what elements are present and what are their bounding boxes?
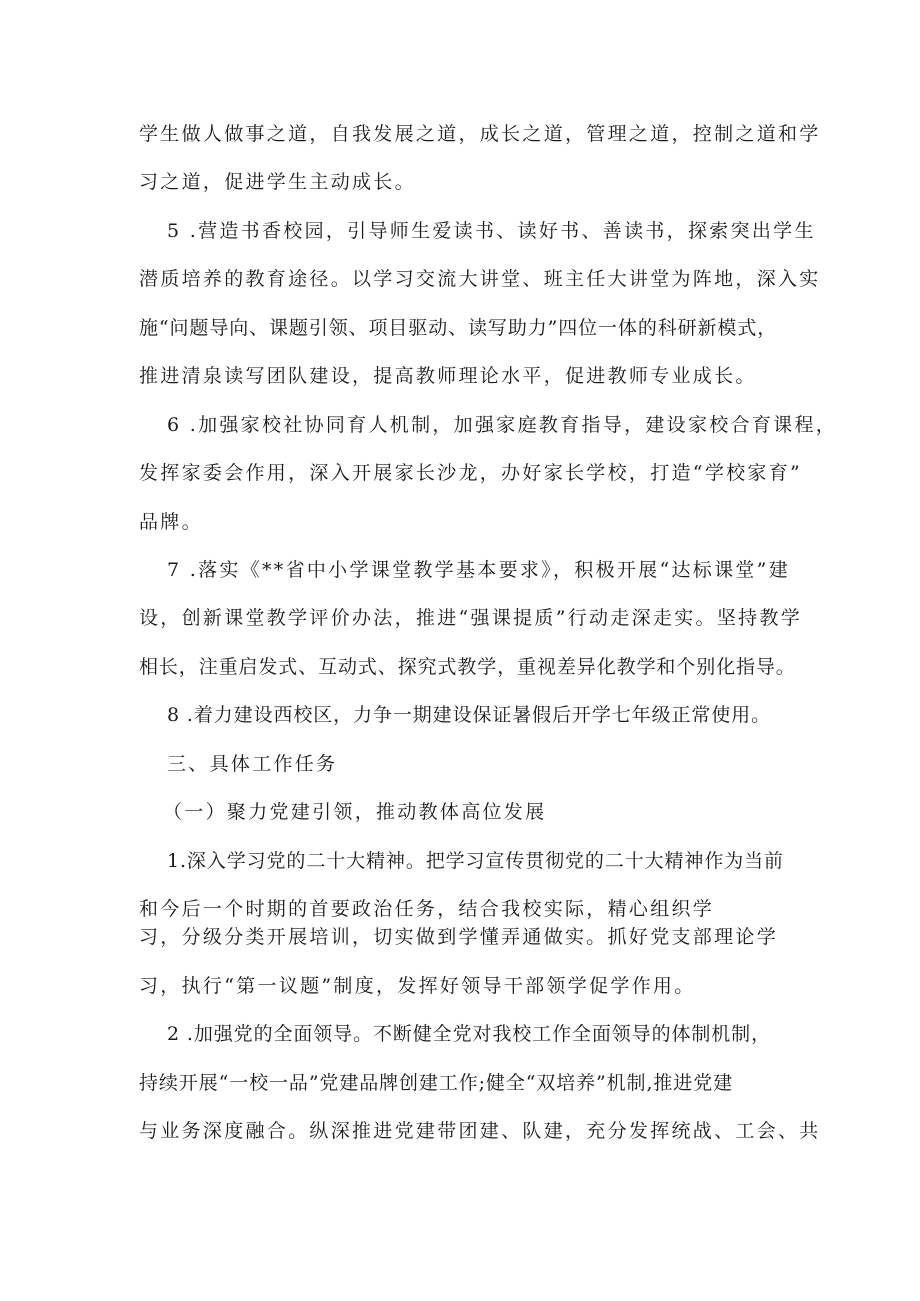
section-heading: 三、具体工作任务 xyxy=(167,753,338,775)
text-line: 相长，注重启发式、互动式、探究式教学，重视差异化教学和个别化指导。 xyxy=(139,656,796,678)
text-line: 推进清泉读写团队建设，提高教师理论水平，促进教师专业成长。 xyxy=(139,365,757,387)
text-line: 持续开展“一校一品”党建品牌创建工作;健全“双培养”机制,推进党建 xyxy=(139,1072,733,1094)
text-line: 6 .加强家校社协同育人机制，加强家庭教育指导，建设家校合育课程， xyxy=(167,414,838,436)
text-line: 8 .着力建设西校区，力争一期建设保证暑假后开学七年级正常使用。 xyxy=(167,704,771,726)
text-line: 习，执行“第一议题”制度，发挥好领导干部领学促学作用。 xyxy=(139,975,696,997)
text-line: 5 .营造书香校园，引导师生爱读书、读好书、善读书，探索突出学生 xyxy=(167,220,816,242)
text-line: 施“问题导向、课题引领、项目驱动、读写助力”四位一体的科研新模式， xyxy=(139,317,778,339)
text-line: 习之道，促进学生主动成长。 xyxy=(139,171,416,193)
text-line: 2 .加强党的全面领导。不断健全党对我校工作全面领导的体制机制， xyxy=(167,1023,771,1045)
text-line: 发挥家委会作用，深入开展家长沙龙，办好家长学校，打造“学校家育” xyxy=(139,462,803,484)
text-line: 品牌。 xyxy=(139,511,203,533)
text-line: 和今后一个时期的首要政治任务，结合我校实际，精心组织学 xyxy=(139,898,715,920)
text-line: 1.深入学习党的二十大精神。把学习宣传贯彻党的二十大精神作为当前 xyxy=(167,850,784,872)
text-line: 学生做人做事之道，自我发展之道，成长之道，管理之道，控制之道和学 xyxy=(139,123,821,145)
text-line: 与业务深度融合。纵深推进党建带团建、队建，充分发挥统战、工会、共 xyxy=(139,1120,821,1142)
text-line: 潜质培养的教育途径。以学习交流大讲堂、班主任大讲堂为阵地，深入实 xyxy=(139,268,821,290)
text-line: 7 .落实《**省中小学课堂教学基本要求》，积极开展“达标课堂”建 xyxy=(167,559,790,581)
subsection-heading: （一）聚力党建引领，推动教体高位发展 xyxy=(163,801,547,823)
text-line: 设，创新课堂教学评价办法，推进“强课提质”行动走深走实。坚持教学 xyxy=(139,607,803,629)
text-line: 习，分级分类开展培训，切实做到学懂弄通做实。抓好党支部理论学 xyxy=(139,926,779,948)
